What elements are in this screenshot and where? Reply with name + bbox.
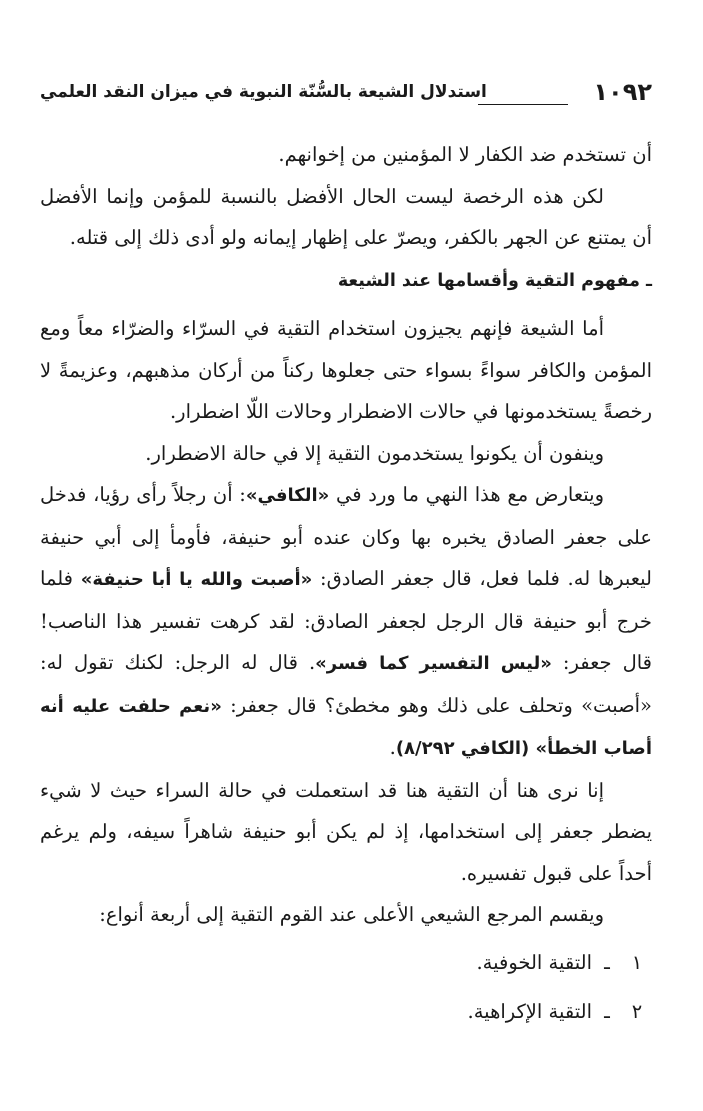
citation: (الكافي ٨/٢٩٢) [395,738,536,759]
list-dash: ـ [604,1000,610,1023]
section-heading: ـ مفهوم التقية وأقسامها عند الشيعة [337,270,652,291]
list-number: ٢ [631,1000,643,1023]
quote: «ليس التفسير كما فسر» [315,653,552,674]
text-run: فلما خرج أبو حنيفة قال الرجل لجعفر الصادق: لقد كرهت تفسير هذا الناصب! قال جعفر: [40,567,653,674]
text-run: : أن رجلاً رأى رؤيا، فدخل على جعفر الصادق يخبره بها وكان عنده أبو حنيفة، فأومأ إلى أبي حنيفة ليعبرها له. فلما فعل، قال جعفر الصادق: [40,483,652,590]
list-dash: ـ [604,950,610,974]
quote: «أصبت والله يا أبا حنيفة» [80,569,313,590]
paragraph: أن تستخدم ضد الكفار لا المؤمنين من إخوانهم. [278,143,652,166]
paragraph: إنا نرى هنا أن التقية هنا قد استعملت في حالة السراء حيث لا شيء يضطر جعفر إلى استخدامها، إذ لم يكن أبو حنيفة شاهراً سيفه، ولم يرغم أحداً على قبول تفسيره. [40,778,652,885]
quote: «نعم حلفت عليه أنه أصاب الخطأ» [40,695,652,759]
page-header [40,78,652,110]
book-title: «الكافي» [245,485,330,506]
header-rule [478,104,568,105]
list-item [40,991,652,1033]
paragraph [40,474,652,770]
list-text: التقية الخوفية. [476,950,592,974]
paragraph: لكن هذه الرخصة ليست الحال الأفضل بالنسبة للمؤمن وإنما الأفضل أن يمتنع عن الجهر بالكفر، ويصرّ على إظهار إيمانه ولو أدى ذلك إلى قتله. [40,184,652,249]
page-body [40,134,652,1041]
paragraph: ويقسم المرجع الشيعي الأعلى عند القوم التقية إلى أربعة أنواع: [99,903,604,926]
page-number: ١٠٩٢ [593,78,652,106]
list-number: ١ [631,950,643,974]
text-run: ويتعارض مع هذا النهي ما ورد في [329,483,604,506]
running-title: استدلال الشيعة بالسُّنّة النبوية في ميزان النقد العلمي [40,82,487,102]
paragraph: وينفون أن يكونوا يستخدمون التقية إلا في حالة الاضطرار. [145,441,604,465]
text-run: . قال له الرجل: لكنك تقول له: «أصبت» وتحلف على ذلك وهو مخطئ؟ قال جعفر: [40,651,652,717]
text-run: . [389,736,396,759]
list-text: التقية الإكراهية. [467,1000,592,1023]
paragraph: أما الشيعة فإنهم يجيزون استخدام التقية في السرّاء والضرّاء معاً ومع المؤمن والكافر سواءً بسواء حتى جعلوها ركناً من أركان مذهبهم، وعزيمةً لا رخصةً يستخدمونها في حالات الاضطرار وحالات اللّا اضطرار. [40,317,652,423]
types-list [40,942,652,1033]
list-item [40,942,652,984]
